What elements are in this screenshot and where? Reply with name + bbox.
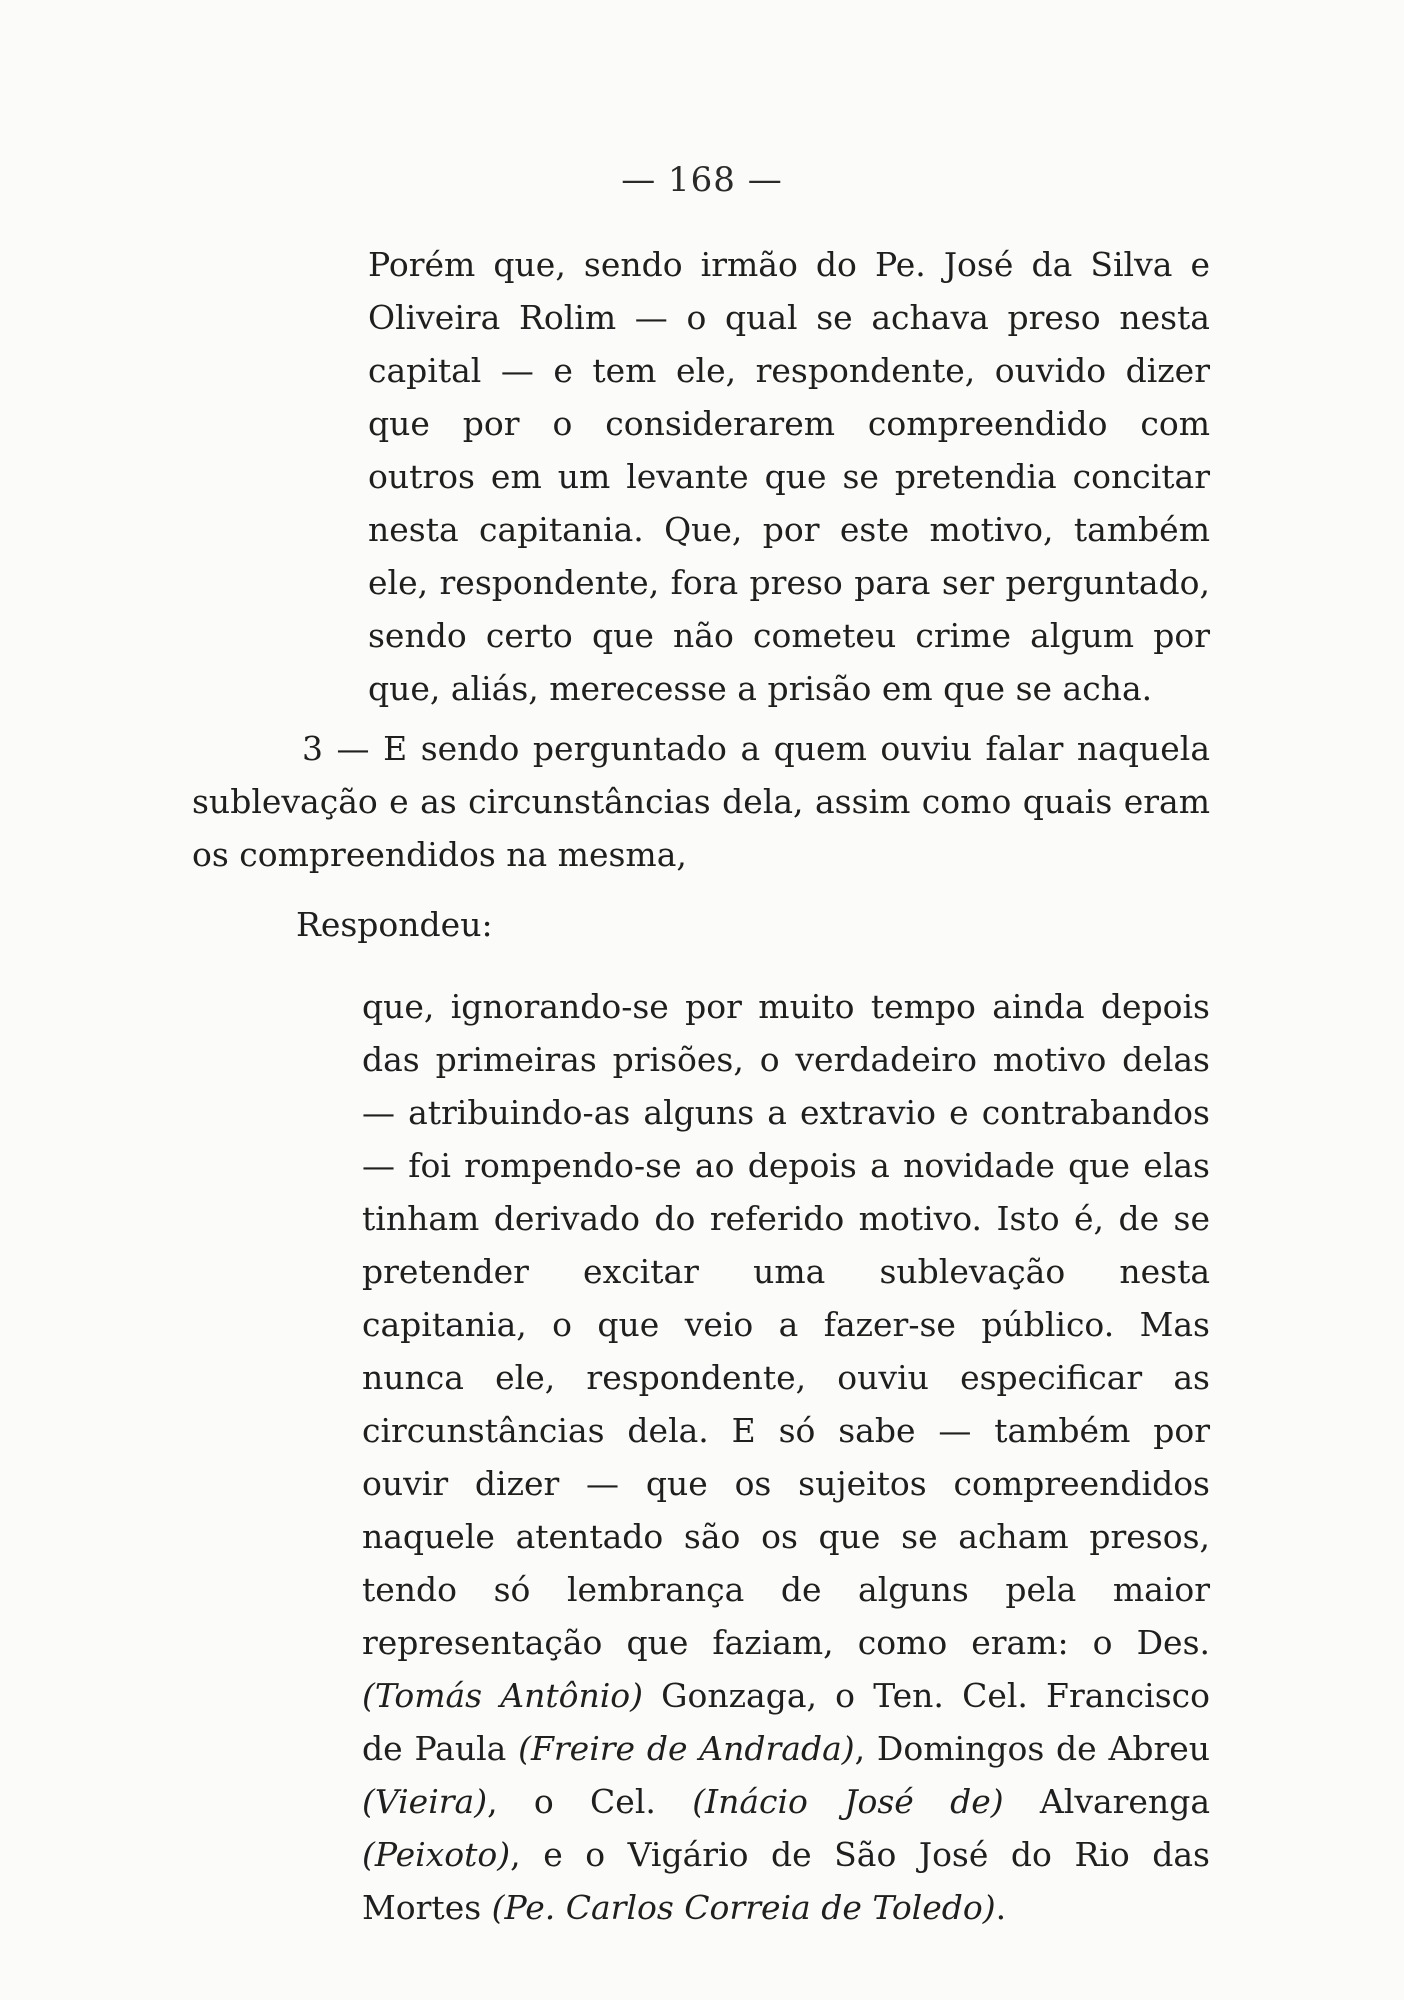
- italic-name: (Inácio José de): [692, 1782, 1004, 1821]
- label-text: Respondeu:: [296, 905, 493, 944]
- answer-text-part: que, ignorando-se por muito tempo ainda depois das primeiras prisões, o verdadeiro motivo delas — atribuindo-as alguns a extravio e contrabandos — foi rompendo-se ao depois a novidade que elas tinham derivado do referido motivo. Isto é, de se pretender excitar uma sublevação nesta capitania, o que veio a fazer-se público. Mas nunca ele, respondente, ouviu especificar as circunstâncias dela. E só sabe — também por ouvir dizer — que os sujeitos compreendidos naquele atentado são os que se acham presos, tendo só lembrança de alguns pela maior representação que faziam, como eram: o Des.: [362, 987, 1210, 1662]
- italic-name: (Tomás Antônio): [362, 1676, 644, 1715]
- answer-text-part: , e o Vigário de São José do Rio das Mortes: [362, 1835, 1210, 1927]
- paragraph-text: 3 — E sendo perguntado a quem ouviu falar naquela sublevação e as circunstâncias dela, assim como quais eram os compreendidos na mesma,: [192, 729, 1210, 874]
- answer-text-part: Alvarenga: [1003, 1782, 1210, 1821]
- italic-name: (Peixoto): [362, 1835, 511, 1874]
- italic-name: (Freire de Andrada): [518, 1729, 855, 1768]
- answer-text-part: , Domingos de Abreu: [854, 1729, 1211, 1768]
- italic-name: (Pe. Carlos Correia de Toledo): [491, 1888, 996, 1927]
- italic-name: (Vieira): [362, 1782, 488, 1821]
- answer-text-part: .: [995, 1888, 1007, 1927]
- answer-text: [362, 980, 1210, 1934]
- page-number: — 168 —: [621, 160, 783, 200]
- answer-text-part: Gonzaga, o Ten. Cel. Francisco de Paula: [362, 1676, 1210, 1768]
- respondeu-label: [296, 898, 696, 951]
- answer-text-part: , o Cel.: [487, 1782, 693, 1821]
- paragraph-continuation: [368, 238, 1210, 715]
- paragraph-answer: [362, 980, 1210, 1934]
- paragraph-text: Porém que, sendo irmão do Pe. José da Silva e Oliveira Rolim — o qual se achava preso nesta capital — e tem ele, respondente, ouvido dizer que por o considerarem compreendido com outros em um levante que se pretendia concitar nesta capitania. Que, por este motivo, também ele, respondente, fora preso para ser perguntado, sendo certo que não cometeu crime algum por que, aliás, merecesse a prisão em que se acha.: [368, 245, 1210, 708]
- paragraph-question-3: [192, 722, 1210, 881]
